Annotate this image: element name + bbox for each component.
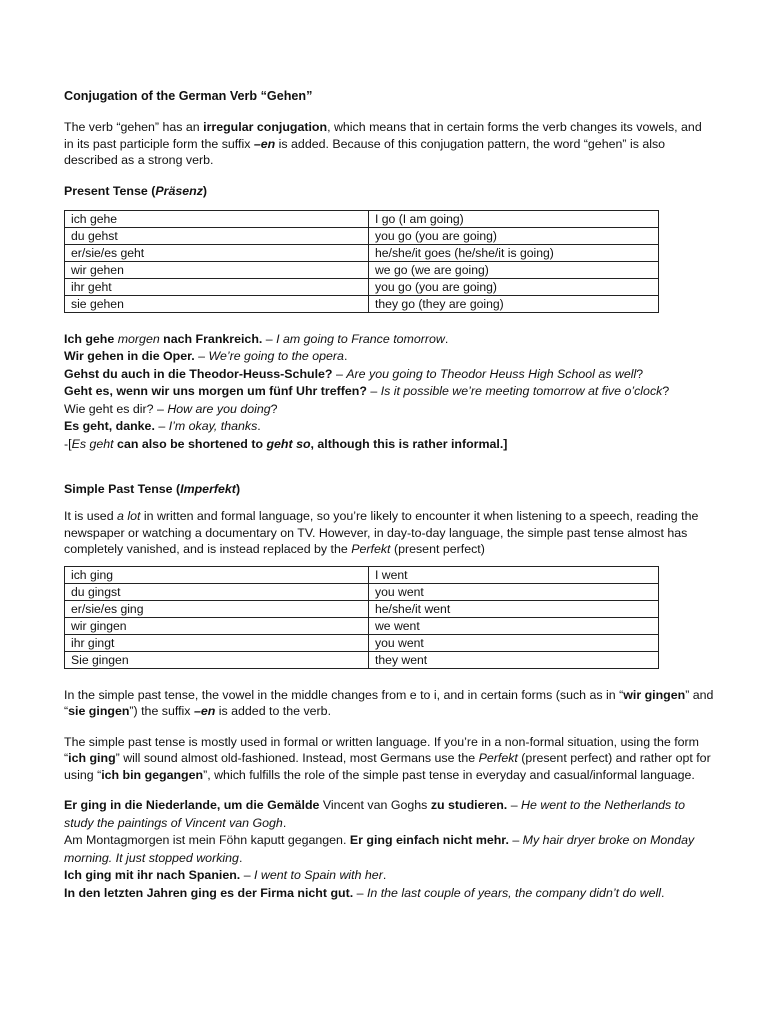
dash: –: [262, 331, 277, 346]
punctuation: .: [257, 419, 261, 433]
german-cell: ihr gingt: [65, 634, 369, 651]
intro-text: is added. Because of this conjugation pattern, the word “gehen” is also described as a strong verb.: [64, 136, 666, 167]
german-text: In den letzten Jahren ging es der Firma nicht gut.: [64, 885, 354, 900]
emphasis-text: Perfekt: [478, 751, 518, 765]
past-intro-paragraph: [64, 508, 714, 558]
punctuation: .: [343, 349, 348, 363]
paragraph-text: in written and formal language, so you’re likely to encounter it when listening to a speech, reading the newspaper or watching a documentary on TV. However, in day-to-day language, the simple past tense almost has completely vanished, and is instead replaced by the: [64, 509, 699, 556]
heading-text: Present Tense (: [64, 183, 156, 198]
english-translation: I went to Spain with her: [254, 868, 383, 882]
paragraph-text: ” and “: [64, 687, 714, 718]
spacer: [64, 467, 714, 481]
table-row: [65, 210, 659, 227]
paragraph-text: (present perfect) and rather opt for using “: [64, 751, 711, 782]
document-title: Conjugation of the German Verb “Gehen”: [64, 89, 313, 103]
english-translation: He went to the Netherlands to study the paintings of Vincent van Gogh: [64, 798, 685, 830]
table-row: [65, 227, 659, 244]
punctuation: .: [661, 885, 665, 900]
suffix-text: –en: [193, 704, 216, 718]
english-cell: you go (you are going): [369, 278, 659, 295]
german-text: Am Montagmorgen ist mein Föhn kaputt gegangen.: [64, 833, 350, 847]
german-text: Ich gehe: [64, 331, 118, 346]
intro-text: The verb “gehen” has an: [64, 120, 204, 134]
german-cell: er/sie/es ging: [65, 600, 369, 617]
table-row: [65, 617, 659, 634]
english-cell: they go (they are going): [369, 295, 659, 312]
paragraph-text: (present perfect): [390, 542, 485, 556]
example-line: [64, 436, 714, 454]
table-row: [65, 566, 659, 583]
punctuation: ?: [270, 401, 278, 416]
table-row: [65, 244, 659, 261]
example-line: [64, 348, 714, 366]
heading-text: ): [235, 482, 241, 496]
english-cell: you went: [369, 634, 659, 651]
german-text: nach Frankreich.: [159, 331, 263, 346]
english-cell: we go (we are going): [369, 261, 659, 278]
english-cell: they went: [369, 651, 659, 668]
document-body: [64, 88, 714, 902]
paragraph-text: In the simple past tense, the vowel in the middle changes from e to i, and in certain forms (such as in “: [64, 687, 624, 702]
german-cell: sie gehen: [65, 295, 369, 312]
dash: –: [240, 868, 255, 882]
note-text: , although this is rather informal.]: [310, 436, 508, 451]
english-cell: you go (you are going): [369, 227, 659, 244]
paragraph-text: is added to the verb.: [215, 704, 332, 718]
punctuation: .: [282, 815, 287, 830]
paragraph-text: ”, which fulfills the role of the simple past tense in everyday and casual/informal language.: [203, 767, 695, 782]
past-tense-heading: [64, 481, 714, 498]
table-row: [65, 651, 659, 668]
present-tense-heading: [64, 183, 714, 200]
english-translation: Are you going to Theodor Heuss High School as well: [346, 366, 637, 381]
german-cell: er/sie/es geht: [65, 244, 369, 261]
german-text: Er ging in die Niederlande, um die Gemälde: [64, 798, 323, 812]
intro-suffix: –en: [253, 136, 276, 151]
english-cell: I went: [369, 566, 659, 583]
table-row: [65, 583, 659, 600]
german-text: , wenn wir uns morgen um fünf Uhr treffen?: [109, 384, 367, 398]
german-text: morgen: [117, 331, 160, 346]
german-cell: ich ging: [65, 566, 369, 583]
note-text: can also be shortened to: [113, 436, 267, 451]
spacer: [64, 453, 714, 467]
english-translation: How are you doing: [167, 401, 271, 416]
heading-term: Imperfekt: [180, 482, 236, 496]
english-translation: I am going to France tomorrow: [276, 331, 445, 346]
english-cell: he/she/it goes (he/she/it is going): [369, 244, 659, 261]
example-line: [64, 832, 714, 867]
present-tense-table: [64, 210, 659, 313]
english-translation: I’m okay, thanks: [168, 419, 258, 433]
usage-paragraph: [64, 734, 714, 784]
german-cell: ich gehe: [65, 210, 369, 227]
example-line: [64, 383, 714, 401]
dash: –: [508, 833, 523, 847]
example-line: [64, 885, 714, 903]
dash: –: [154, 419, 169, 433]
german-text: Wir gehen in die Oper.: [64, 349, 195, 363]
paragraph-text: The simple past tense is mostly used in formal or written language. If you’re in a non-formal situation, using the form “: [64, 734, 699, 765]
vowel-change-paragraph: [64, 687, 714, 720]
example-line: [64, 331, 714, 349]
past-tense-table: [64, 566, 659, 669]
bracket: -[: [64, 436, 72, 451]
dash: –: [194, 349, 209, 363]
table-row: [65, 295, 659, 312]
heading-term: Präsenz: [155, 183, 203, 198]
emphasis-text: a lot: [117, 509, 141, 523]
german-text: Wie geht es dir?: [64, 401, 154, 416]
german-text: zu studieren.: [427, 798, 508, 812]
emphasis-text: sie gingen: [68, 704, 130, 718]
punctuation: ?: [662, 384, 670, 398]
english-cell: I go (I am going): [369, 210, 659, 227]
table-row: [65, 278, 659, 295]
dash: –: [366, 384, 381, 398]
punctuation: .: [444, 331, 449, 346]
english-cell: he/she/it went: [369, 600, 659, 617]
german-cell: du gingst: [65, 583, 369, 600]
example-line: [64, 867, 714, 885]
dash: –: [153, 401, 168, 416]
emphasis-text: ich bin gegangen: [101, 767, 204, 782]
german-text: Es geht, danke.: [64, 419, 155, 433]
emphasis-text: Perfekt: [351, 542, 391, 556]
english-translation: In the last couple of years, the company didn’t do well: [366, 885, 662, 900]
english-translation: Is it possible we’re meeting tomorrow at five o’clock: [380, 384, 663, 398]
intro-paragraph: [64, 119, 714, 169]
example-line: [64, 366, 714, 384]
english-cell: we went: [369, 617, 659, 634]
german-cell: ihr geht: [65, 278, 369, 295]
german-cell: wir gingen: [65, 617, 369, 634]
german-text: Es geht: [71, 436, 114, 451]
german-text: Geht es: [64, 384, 110, 398]
emphasis-text: ich ging: [68, 751, 116, 765]
german-text: geht so: [266, 436, 311, 451]
example-line: [64, 401, 714, 419]
heading-text: ): [202, 183, 208, 198]
german-text: Gehst du auch in die Theodor-Heuss-Schule?: [64, 366, 333, 381]
heading-text: Simple Past Tense (: [64, 482, 181, 496]
german-cell: du gehst: [65, 227, 369, 244]
dash: –: [353, 885, 367, 900]
past-examples: [64, 797, 714, 902]
dash: –: [507, 798, 522, 812]
english-cell: you went: [369, 583, 659, 600]
present-examples: [64, 331, 714, 454]
punctuation: .: [238, 850, 243, 865]
intro-text: , which means that in certain forms the verb changes its vowels, and in its past participle form the suffix: [64, 120, 702, 151]
intro-emphasis: irregular conjugation: [203, 120, 328, 134]
english-translation: My hair dryer broke on Monday morning. It just stopped working: [64, 833, 695, 865]
german-cell: wir gehen: [65, 261, 369, 278]
paragraph-text: ” will sound almost old-fashioned. Instead, most Germans use the: [115, 751, 479, 765]
german-text: Er ging einfach nicht mehr.: [349, 833, 509, 847]
table-row: [65, 634, 659, 651]
example-line: [64, 418, 714, 436]
english-translation: We’re going to the opera: [208, 349, 344, 363]
table-row: [65, 600, 659, 617]
table-row: [65, 261, 659, 278]
emphasis-text: wir gingen: [623, 687, 686, 702]
german-text: Ich ging mit ihr nach Spanien.: [64, 868, 241, 882]
example-line: [64, 797, 714, 832]
punctuation: ?: [636, 366, 644, 381]
punctuation: .: [382, 868, 387, 882]
paragraph-text: It is used: [64, 509, 118, 523]
dash: –: [332, 366, 347, 381]
german-cell: Sie gingen: [65, 651, 369, 668]
paragraph-text: ”) the suffix: [129, 704, 194, 718]
german-text: Vincent van Goghs: [322, 798, 428, 812]
